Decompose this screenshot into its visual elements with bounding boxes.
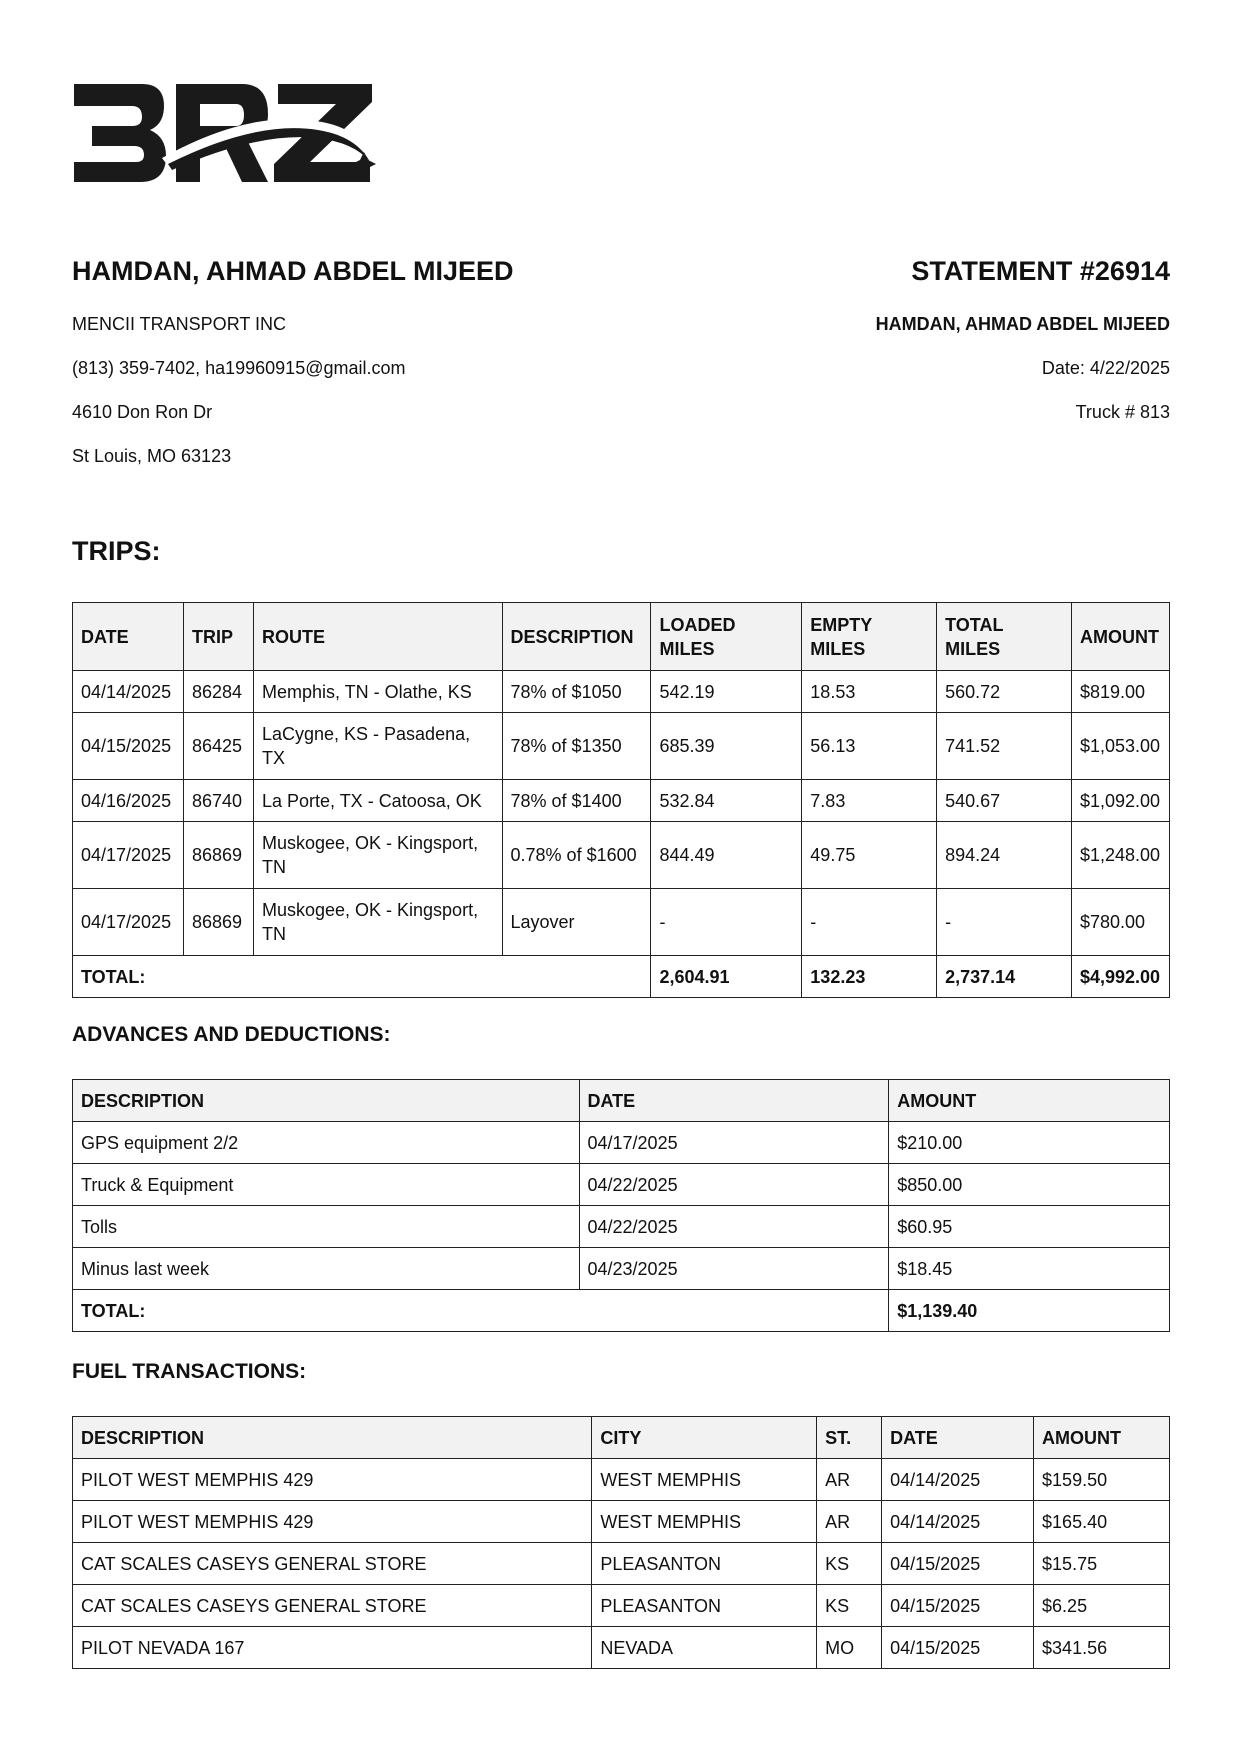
table-cell: $165.40 xyxy=(1034,1501,1170,1543)
table-row xyxy=(73,1585,1170,1627)
table-cell: 04/14/2025 xyxy=(882,1501,1034,1543)
table-header-row xyxy=(73,1417,1170,1459)
column-header: LOADED MILES xyxy=(651,603,802,671)
table-row xyxy=(73,1122,1170,1164)
table-cell: KS xyxy=(817,1585,882,1627)
table-cell: 7.83 xyxy=(802,780,937,822)
address-line-2: St Louis, MO 63123 xyxy=(72,446,232,466)
table-cell: $1,053.00 xyxy=(1071,713,1169,780)
column-header: TOTAL MILES xyxy=(937,603,1072,671)
table-cell: NEVADA xyxy=(592,1627,817,1669)
statement-date: Date: 4/22/2025 xyxy=(1041,358,1170,378)
column-header: DESCRIPTION xyxy=(502,603,651,671)
table-row xyxy=(73,822,1170,889)
table-cell: PLEASANTON xyxy=(592,1585,817,1627)
table-cell: WEST MEMPHIS xyxy=(592,1459,817,1501)
table-cell: 04/15/2025 xyxy=(882,1627,1034,1669)
table-cell: Muskogee, OK - Kingsport, TN xyxy=(253,889,502,956)
table-cell: 04/15/2025 xyxy=(73,713,184,780)
column-header: DESCRIPTION xyxy=(73,1417,592,1459)
table-cell: 04/17/2025 xyxy=(73,889,184,956)
column-header: CITY xyxy=(592,1417,817,1459)
table-cell: $60.95 xyxy=(889,1206,1170,1248)
total-amount: $1,139.40 xyxy=(889,1290,1170,1332)
truck-number: Truck # 813 xyxy=(1075,402,1170,422)
advances-total-row xyxy=(73,1290,1170,1332)
table-cell: 04/22/2025 xyxy=(579,1164,889,1206)
table-row xyxy=(73,713,1170,780)
table-row xyxy=(73,1248,1170,1290)
table-cell: 540.67 xyxy=(937,780,1072,822)
table-cell: 844.49 xyxy=(651,822,802,889)
table-cell: PLEASANTON xyxy=(592,1543,817,1585)
table-cell: $6.25 xyxy=(1034,1585,1170,1627)
table-cell: 04/22/2025 xyxy=(579,1206,889,1248)
table-cell: LaCygne, KS - Pasadena, TX xyxy=(253,713,502,780)
table-cell: 86869 xyxy=(183,889,253,956)
table-cell: Muskogee, OK - Kingsport, TN xyxy=(253,822,502,889)
table-cell: 86740 xyxy=(183,780,253,822)
table-row xyxy=(73,1164,1170,1206)
table-cell: 78% of $1050 xyxy=(502,671,651,713)
table-cell: 04/14/2025 xyxy=(882,1459,1034,1501)
column-header: AMOUNT xyxy=(1034,1417,1170,1459)
table-cell: 685.39 xyxy=(651,713,802,780)
table-cell: 04/16/2025 xyxy=(73,780,184,822)
table-cell: 78% of $1350 xyxy=(502,713,651,780)
table-cell: $850.00 xyxy=(889,1164,1170,1206)
table-cell: PILOT NEVADA 167 xyxy=(73,1627,592,1669)
total-loaded-miles: 2,604.91 xyxy=(651,956,802,998)
column-header: TRIP xyxy=(183,603,253,671)
column-header: DATE xyxy=(882,1417,1034,1459)
table-cell: $15.75 xyxy=(1034,1543,1170,1585)
column-header: AMOUNT xyxy=(1071,603,1169,671)
table-cell: 0.78% of $1600 xyxy=(502,822,651,889)
table-row xyxy=(73,1501,1170,1543)
table-row xyxy=(73,780,1170,822)
column-header: DATE xyxy=(73,603,184,671)
table-cell: Tolls xyxy=(73,1206,580,1248)
fuel-title: FUEL TRANSACTIONS: xyxy=(72,1360,307,1383)
advances-table xyxy=(72,1079,1170,1332)
table-cell: 04/17/2025 xyxy=(73,822,184,889)
driver-contact: (813) 359-7402, ha19960915@gmail.com xyxy=(72,358,406,378)
table-cell: 542.19 xyxy=(651,671,802,713)
table-cell: 86425 xyxy=(183,713,253,780)
table-cell: $819.00 xyxy=(1071,671,1169,713)
table-cell: $1,248.00 xyxy=(1071,822,1169,889)
table-header-row xyxy=(73,603,1170,671)
table-cell: 49.75 xyxy=(802,822,937,889)
column-header: ST. xyxy=(817,1417,882,1459)
table-cell: 560.72 xyxy=(937,671,1072,713)
table-cell: $210.00 xyxy=(889,1122,1170,1164)
table-cell: - xyxy=(937,889,1072,956)
driver-name: HAMDAN, AHMAD ABDEL MIJEED xyxy=(72,256,514,286)
total-amount: $4,992.00 xyxy=(1071,956,1169,998)
column-header: DATE xyxy=(579,1080,889,1122)
table-cell: MO xyxy=(817,1627,882,1669)
table-cell: GPS equipment 2/2 xyxy=(73,1122,580,1164)
table-cell: Minus last week xyxy=(73,1248,580,1290)
address-line-1: 4610 Don Ron Dr xyxy=(72,402,213,422)
table-cell: Memphis, TN - Olathe, KS xyxy=(253,671,502,713)
table-cell: $159.50 xyxy=(1034,1459,1170,1501)
table-cell: 04/15/2025 xyxy=(882,1585,1034,1627)
trips-total-row xyxy=(73,956,1170,998)
total-miles: 2,737.14 xyxy=(937,956,1072,998)
table-cell: 18.53 xyxy=(802,671,937,713)
table-cell: PILOT WEST MEMPHIS 429 xyxy=(73,1459,592,1501)
table-cell: CAT SCALES CASEYS GENERAL STORE xyxy=(73,1585,592,1627)
table-cell: $341.56 xyxy=(1034,1627,1170,1669)
table-cell: Truck & Equipment xyxy=(73,1164,580,1206)
trips-title: TRIPS: xyxy=(72,536,161,566)
advances-title: ADVANCES AND DEDUCTIONS: xyxy=(72,1023,391,1046)
table-cell: PILOT WEST MEMPHIS 429 xyxy=(73,1501,592,1543)
table-cell: KS xyxy=(817,1543,882,1585)
trips-table xyxy=(72,602,1170,998)
table-cell: AR xyxy=(817,1501,882,1543)
table-cell: Layover xyxy=(502,889,651,956)
table-cell: 04/17/2025 xyxy=(579,1122,889,1164)
table-cell: 04/14/2025 xyxy=(73,671,184,713)
total-label: TOTAL: xyxy=(73,956,651,998)
total-label: TOTAL: xyxy=(73,1290,889,1332)
table-row xyxy=(73,1543,1170,1585)
table-row xyxy=(73,671,1170,713)
table-cell: La Porte, TX - Catoosa, OK xyxy=(253,780,502,822)
table-cell: 86284 xyxy=(183,671,253,713)
table-cell: 04/23/2025 xyxy=(579,1248,889,1290)
table-row xyxy=(73,1459,1170,1501)
table-cell: $780.00 xyxy=(1071,889,1169,956)
column-header: ROUTE xyxy=(253,603,502,671)
table-cell: CAT SCALES CASEYS GENERAL STORE xyxy=(73,1543,592,1585)
column-header: AMOUNT xyxy=(889,1080,1170,1122)
driver-info xyxy=(72,254,672,466)
table-cell: 86869 xyxy=(183,822,253,889)
company-name: MENCII TRANSPORT INC xyxy=(72,314,287,334)
table-cell: 56.13 xyxy=(802,713,937,780)
table-cell: AR xyxy=(817,1459,882,1501)
table-cell: $1,092.00 xyxy=(1071,780,1169,822)
table-row xyxy=(73,1206,1170,1248)
column-header: DESCRIPTION xyxy=(73,1080,580,1122)
total-empty-miles: 132.23 xyxy=(802,956,937,998)
statement-driver-name: HAMDAN, AHMAD ABDEL MIJEED xyxy=(875,314,1170,334)
table-cell: 78% of $1400 xyxy=(502,780,651,822)
table-cell: - xyxy=(651,889,802,956)
table-cell: 741.52 xyxy=(937,713,1072,780)
table-cell: $18.45 xyxy=(889,1248,1170,1290)
statement-info xyxy=(650,254,1170,422)
fuel-table xyxy=(72,1416,1170,1669)
table-cell: 894.24 xyxy=(937,822,1072,889)
table-row xyxy=(73,1627,1170,1669)
table-header-row xyxy=(73,1080,1170,1122)
brz-logo xyxy=(72,80,382,190)
statement-title: STATEMENT #26914 xyxy=(911,256,1170,286)
column-header: EMPTY MILES xyxy=(802,603,937,671)
table-cell: WEST MEMPHIS xyxy=(592,1501,817,1543)
table-cell: 04/15/2025 xyxy=(882,1543,1034,1585)
table-row xyxy=(73,889,1170,956)
table-cell: - xyxy=(802,889,937,956)
table-cell: 532.84 xyxy=(651,780,802,822)
